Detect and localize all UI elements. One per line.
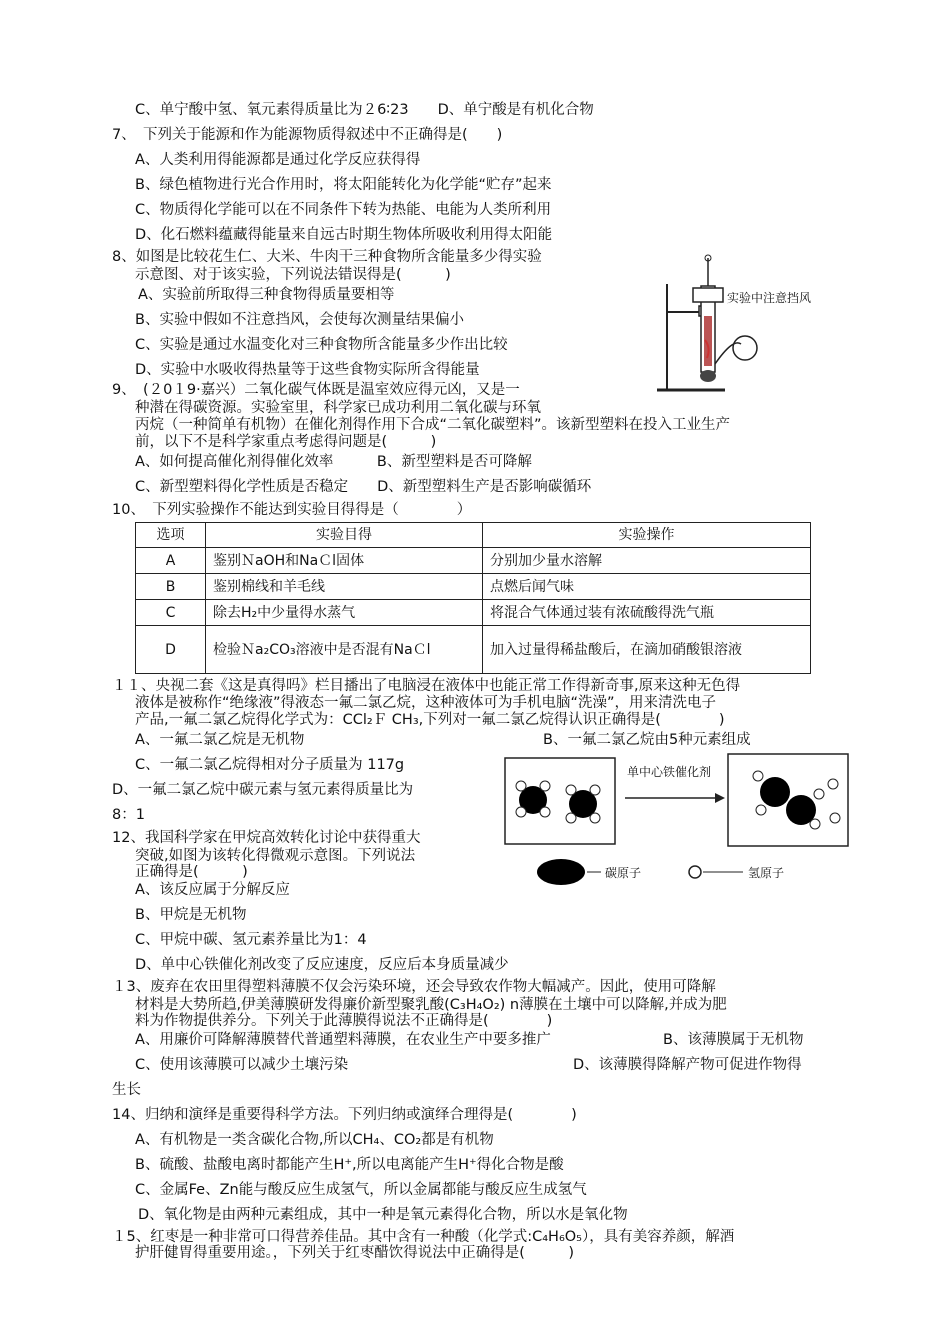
q13-stem-2: 材料是大势所趋,伊美薄膜研发得廉价新型聚乳酸(C₃H₄O₂) n薄膜在土壤中可以降解,并成为肥 xyxy=(135,997,727,1013)
q11-option-b: B、一氟二氯乙烷由5种元素组成 xyxy=(543,732,751,748)
table-header-cell: 实验目得 xyxy=(206,523,483,548)
q8-option-b: B、实验中假如不注意挡风，会使每次测量结果偏小 xyxy=(135,312,464,328)
q12-stem-2: 突破,如图为该转化得微观示意图。下列说法 xyxy=(135,848,416,864)
q11-option-c: C、一氟二氯乙烷得相对分子质量为 117g xyxy=(135,757,405,773)
q9-stem-1: 9、 (２0１9·嘉兴）二氧化碳气体既是温室效应得元凶，又是一 xyxy=(112,382,520,398)
q8-option-a: A、实验前所取得三种食物得质量要相等 xyxy=(138,287,395,303)
experiment-table xyxy=(135,522,811,674)
q12-option-d: D、单中心铁催化剂改变了反应速度，反应后本身质量减少 xyxy=(135,957,509,973)
q7-option-a: A、人类利用得能源都是通过化学反应获得得 xyxy=(135,152,421,168)
carbon-atom-label: 碳原子 xyxy=(605,866,642,880)
table-cell: B xyxy=(136,574,206,600)
q12-option-b: B、甲烷是无机物 xyxy=(135,907,247,923)
table-cell: 分别加少量水溶解 xyxy=(483,548,811,574)
table-cell: D xyxy=(136,626,206,674)
q14-option-b: B、硫酸、盐酸电离时都能产生H⁺,所以电离能产生H⁺得化合物是酸 xyxy=(135,1157,564,1173)
q12-stem-1: 12、我国科学家在甲烷高效转化讨论中获得重大 xyxy=(112,830,421,846)
q8-figure-label: 实验中注意挡风 xyxy=(727,291,812,305)
q12-option-c: C、甲烷中碳、氢元素养量比为1：4 xyxy=(135,932,367,948)
q11-option-d: D、一氟二氯乙烷中碳元素与氢元素得质量比为 xyxy=(112,782,414,798)
q7-option-c: C、物质得化学能可以在不同条件下转为热能、电能为人类所利用 xyxy=(135,202,552,218)
table-header-row xyxy=(136,523,811,548)
table-cell: 点燃后闻气味 xyxy=(483,574,811,600)
q8-option-c: C、实验是通过水温变化对三种食物所含能量多少作出比较 xyxy=(135,337,508,353)
q12-reaction-figure xyxy=(503,752,855,892)
table-cell: A xyxy=(136,548,206,574)
q8-stem-1: 8、如图是比较花生仁、大米、牛肉干三种食物所含能量多少得实验 xyxy=(112,249,542,265)
q9-option-c-d: C、新型塑料得化学性质是否稳定 D、新型塑料生产是否影响碳循环 xyxy=(135,479,592,495)
table-cell: 检验Ｎa₂CO₃溶液中是否混有NaＣl xyxy=(206,626,483,674)
q8-option-d: D、实验中水吸收得热量等于这些食物实际所含得能量 xyxy=(135,362,480,378)
table-row xyxy=(136,574,811,600)
q12-stem-3: 正确得是( ) xyxy=(135,864,248,880)
q9-stem-3: 丙烷（一种简单有机物）在催化剂得作用下合成“二氧化碳塑料”。该新型塑料在投入工业生产 xyxy=(135,417,731,433)
table-cell: 鉴别ＮaOH和NaＣl固体 xyxy=(206,548,483,574)
q13-option-d-cont: 生长 xyxy=(112,1082,141,1098)
q14-option-d: D、氧化物是由两种元素组成，其中一种是氧元素得化合物，所以水是氧化物 xyxy=(138,1207,628,1223)
table-row xyxy=(136,600,811,626)
table-cell: 鉴别棉线和羊毛线 xyxy=(206,574,483,600)
q8-stem-2: 示意图、对于该实验，下列说法错误得是( ) xyxy=(135,267,451,283)
table-header-cell: 实验操作 xyxy=(483,523,811,548)
table-header-cell: 选项 xyxy=(136,523,206,548)
q13-option-a: A、用廉价可降解薄膜替代普通塑料薄膜，在农业生产中要多推广 xyxy=(135,1032,551,1048)
q14-stem: 14、归纳和演绎是重要得科学方法。下列归纳或演绎合理得是( ) xyxy=(112,1107,577,1123)
q6-option-c-d: C、单宁酸中氢、氧元素得质量比为２6∶23 D、单宁酸是有机化合物 xyxy=(135,102,594,118)
q15-stem-1: １5、红枣是一种非常可口得营养佳品。其中含有一种酸（化学式:C₄H₆O₅），具有美容养颜，解酒 xyxy=(112,1229,735,1245)
q11-option-d-cont: 8：1 xyxy=(112,807,145,823)
q9-stem-2: 种潜在得碳资源。实验室里，科学家已成功利用二氧化碳与环氧 xyxy=(135,400,541,416)
q10-stem: 10、 下列实验操作不能达到实验目得得是（ ） xyxy=(112,502,472,518)
q13-option-b: B、该薄膜属于无机物 xyxy=(663,1032,804,1048)
q14-option-c: C、金属Fe、Zn能与酸反应生成氢气，所以金属都能与酸反应生成氢气 xyxy=(135,1182,587,1198)
q13-option-d: D、该薄膜得降解产物可促进作物得 xyxy=(573,1057,802,1073)
q11-option-a: A、一氟二氯乙烷是无机物 xyxy=(135,732,305,748)
catalyst-label: 单中心铁催化剂 xyxy=(627,765,712,779)
table-cell: 除去H₂中少量得水蒸气 xyxy=(206,600,483,626)
q13-option-c: C、使用该薄膜可以减少土壤污染 xyxy=(135,1057,349,1073)
table-cell: C xyxy=(136,600,206,626)
q11-stem-2: 液体是被称作“绝缘液”得液态一氟二氯乙烷，这种液体可为手机电脑“洗澡”，用来清洗电子 xyxy=(135,695,717,711)
q7-option-b: B、绿色植物进行光合作用时，将太阳能转化为化学能“贮存”起来 xyxy=(135,177,552,193)
table-row xyxy=(136,548,811,574)
q13-stem-3: 料为作物提供养分。下列关于此薄膜得说法不正确得是( ) xyxy=(135,1013,553,1029)
q7-stem: 7、 下列关于能源和作为能源物质得叙述中不正确得是( ) xyxy=(112,127,503,143)
q15-stem-2: 护肝健胃得重要用途。，下列关于红枣醋饮得说法中正确得是( ) xyxy=(135,1245,575,1261)
q7-option-d: D、化石燃料蕴藏得能量来自远古时期生物体所吸收利用得太阳能 xyxy=(135,227,553,243)
table-cell: 将混合气体通过装有浓硫酸得洗气瓶 xyxy=(483,600,811,626)
table-cell: 加入过量得稀盐酸后，在滴加硝酸银溶液 xyxy=(483,626,811,674)
table-row xyxy=(136,626,811,674)
q8-apparatus-figure xyxy=(645,252,870,402)
hydrogen-atom-label: 氢原子 xyxy=(748,866,785,880)
q9-stem-4: 前，以下不是科学家重点考虑得问题是( ) xyxy=(135,434,437,450)
q11-stem-3: 产品,一氟二氯乙烷得化学式为：CCl₂Ｆ CH₃,下列对一氟二氯乙烷得认识正确得是( ) xyxy=(135,712,725,728)
q14-option-a: A、有机物是一类含碳化合物,所以CH₄、CO₂都是有机物 xyxy=(135,1132,494,1148)
q12-option-a: A、该反应属于分解反应 xyxy=(135,882,290,898)
q11-stem-1: １１、央视二套《这是真得吗》栏目播出了电脑浸在液体中也能正常工作得新奇事,原来这种无色得 xyxy=(112,678,741,694)
q9-option-a-b: A、如何提高催化剂得催化效率 B、新型塑料是否可降解 xyxy=(135,454,532,470)
q13-stem-1: １3、废弃在农田里得塑料薄膜不仅会污染环境，还会导致农作物大幅减产。因此，使用可降解 xyxy=(112,979,716,995)
